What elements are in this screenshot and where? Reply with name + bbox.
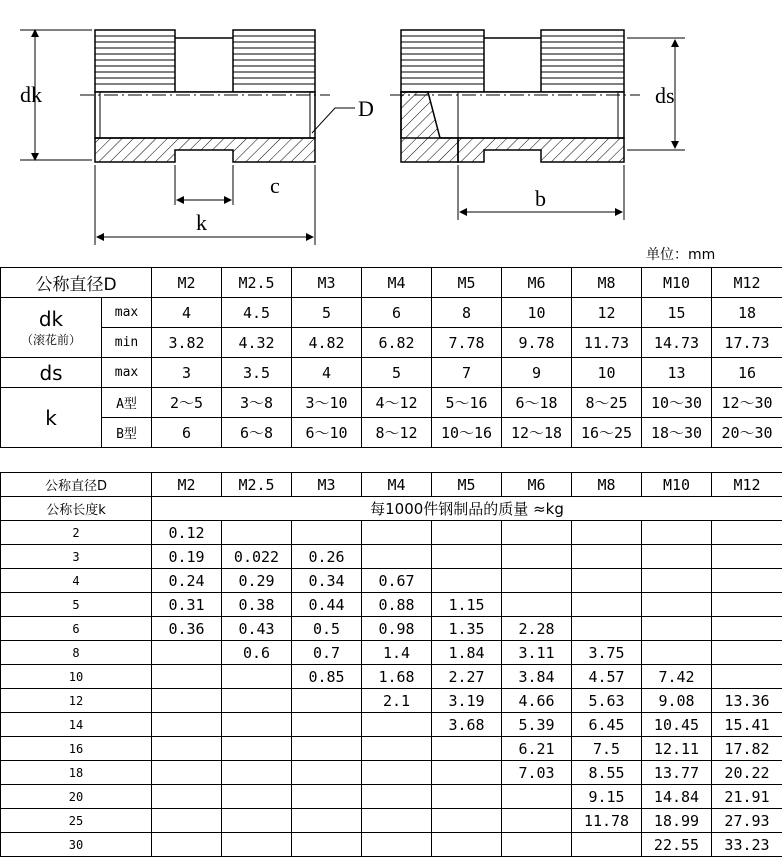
length-cell: 8 (1, 641, 152, 665)
mass-value-cell (222, 713, 292, 737)
value-cell: 4 (292, 358, 362, 388)
dk-label: dk (20, 82, 42, 107)
right-view (390, 30, 640, 162)
value-cell: 4～12 (362, 388, 432, 418)
mass-header-row (1, 473, 782, 497)
value-cell: 4 (152, 298, 222, 328)
mass-value-cell (642, 641, 712, 665)
mass-value-cell (362, 737, 432, 761)
k-label: k (196, 210, 207, 235)
table-row (1, 593, 782, 617)
value-cell: 8～12 (362, 418, 432, 448)
value-cell: 6 (362, 298, 432, 328)
table-row (1, 545, 782, 569)
mass-value-cell (152, 737, 222, 761)
value-cell: 4.32 (222, 328, 292, 358)
length-cell: 2 (1, 521, 152, 545)
mass-value-cell (292, 809, 362, 833)
ds-max-row (1, 358, 782, 388)
value-cell: 8 (432, 298, 502, 328)
table-row (1, 809, 782, 833)
mass-value-cell (222, 521, 292, 545)
value-cell: 5～16 (432, 388, 502, 418)
mass-value-cell: 7.42 (642, 665, 712, 689)
mass-value-cell (222, 785, 292, 809)
size-cell: M8 (572, 268, 642, 298)
size-cell: M2 (152, 473, 222, 497)
mass-value-cell: 27.93 (712, 809, 782, 833)
mass-value-cell: 9.15 (572, 785, 642, 809)
mass-value-cell: 3.75 (572, 641, 642, 665)
size-cell: M6 (502, 473, 572, 497)
ds-symbol: ds (1, 358, 102, 388)
mass-value-cell (572, 617, 642, 641)
mass-value-cell: 0.7 (292, 641, 362, 665)
mass-value-cell (292, 737, 362, 761)
value-cell: 9 (502, 358, 572, 388)
mass-value-cell: 4.66 (502, 689, 572, 713)
dk-symbol: dk (38, 307, 64, 331)
mass-value-cell: 17.82 (712, 737, 782, 761)
mass-value-cell (642, 545, 712, 569)
mass-value-cell: 0.98 (362, 617, 432, 641)
value-cell: 3.82 (152, 328, 222, 358)
value-cell: 15 (642, 298, 712, 328)
nominal-diameter-header: 公称直径D (1, 268, 152, 298)
value-cell: 7.78 (432, 328, 502, 358)
dk-note: （滚花前） (20, 333, 81, 347)
unit-label: 单位：mm (646, 247, 716, 263)
mass-value-cell (572, 833, 642, 857)
mass-value-cell (292, 785, 362, 809)
mass-value-cell (152, 785, 222, 809)
mass-value-cell (152, 713, 222, 737)
value-cell: 7 (432, 358, 502, 388)
mass-value-cell: 6.45 (572, 713, 642, 737)
mass-table (0, 472, 782, 857)
mass-value-cell: 22.55 (642, 833, 712, 857)
size-cell: M5 (432, 473, 502, 497)
mass-table-body (1, 521, 782, 857)
size-cell: M4 (362, 473, 432, 497)
mass-value-cell (362, 833, 432, 857)
left-view (80, 30, 330, 162)
mass-value-cell: 2.28 (502, 617, 572, 641)
mass-value-cell: 8.55 (572, 761, 642, 785)
value-cell: 6～18 (502, 388, 572, 418)
mass-value-cell (292, 833, 362, 857)
mass-value-cell (432, 545, 502, 569)
length-cell: 30 (1, 833, 152, 857)
value-cell: 5 (292, 298, 362, 328)
mass-value-cell (712, 665, 782, 689)
mass-value-cell: 0.6 (222, 641, 292, 665)
value-cell: 16 (712, 358, 782, 388)
mass-value-cell (292, 713, 362, 737)
mass-value-cell: 3.68 (432, 713, 502, 737)
value-cell: 17.73 (712, 328, 782, 358)
value-cell: 12～30 (712, 388, 782, 418)
k-symbol: k (1, 388, 102, 448)
mass-value-cell (362, 785, 432, 809)
mass-value-cell (432, 569, 502, 593)
value-cell: 9.78 (502, 328, 572, 358)
mass-value-cell (502, 521, 572, 545)
mass-value-cell (222, 689, 292, 713)
mass-value-cell (152, 641, 222, 665)
value-cell: 8～25 (572, 388, 642, 418)
value-cell: 10～16 (432, 418, 502, 448)
dk-max-row (1, 298, 782, 328)
mass-value-cell: 0.26 (292, 545, 362, 569)
mass-value-cell: 1.84 (432, 641, 502, 665)
size-cell: M5 (432, 268, 502, 298)
mass-value-cell: 21.91 (712, 785, 782, 809)
value-cell: 18 (712, 298, 782, 328)
size-cell: M2.5 (222, 268, 292, 298)
mass-value-cell: 0.85 (292, 665, 362, 689)
table-row (1, 617, 782, 641)
mass-value-cell: 0.88 (362, 593, 432, 617)
mass-value-cell (362, 713, 432, 737)
mass-value-cell (362, 761, 432, 785)
length-cell: 3 (1, 545, 152, 569)
mass-value-cell: 0.12 (152, 521, 222, 545)
mass-value-cell (502, 569, 572, 593)
mass-value-cell (432, 761, 502, 785)
value-cell: 16～25 (572, 418, 642, 448)
mass-value-cell: 13.36 (712, 689, 782, 713)
value-cell: 2～5 (152, 388, 222, 418)
k-type-a-row (1, 388, 782, 418)
mass-value-cell: 2.27 (432, 665, 502, 689)
mass-value-cell: 0.022 (222, 545, 292, 569)
value-cell: 4.5 (222, 298, 292, 328)
mass-value-cell: 15.41 (712, 713, 782, 737)
value-cell: 3～10 (292, 388, 362, 418)
mass-value-cell: 1.15 (432, 593, 502, 617)
size-cell: M6 (502, 268, 572, 298)
mass-value-cell: 0.5 (292, 617, 362, 641)
k-type-a-label: A型 (102, 388, 152, 418)
mass-value-cell (642, 521, 712, 545)
mass-value-cell (712, 593, 782, 617)
mass-value-cell (572, 521, 642, 545)
value-cell: 6.82 (362, 328, 432, 358)
mass-value-cell (502, 833, 572, 857)
mass-value-cell (152, 665, 222, 689)
mass-value-cell: 0.43 (222, 617, 292, 641)
mass-value-cell: 0.29 (222, 569, 292, 593)
mass-value-cell: 12.11 (642, 737, 712, 761)
mass-value-cell: 5.39 (502, 713, 572, 737)
mass-value-cell (502, 809, 572, 833)
table-row (1, 521, 782, 545)
value-cell: 12 (572, 298, 642, 328)
mass-value-cell: 3.84 (502, 665, 572, 689)
length-cell: 25 (1, 809, 152, 833)
value-cell: 11.73 (572, 328, 642, 358)
mass-value-cell (222, 833, 292, 857)
mass-value-cell (152, 833, 222, 857)
size-cell: M3 (292, 473, 362, 497)
ds-label: ds (655, 83, 675, 108)
table-row (1, 737, 782, 761)
mass-value-cell (642, 617, 712, 641)
mass-caption-row (1, 497, 782, 521)
mass-value-cell (292, 689, 362, 713)
value-cell: 6～10 (292, 418, 362, 448)
size-cell: M12 (712, 268, 782, 298)
header-row (1, 268, 782, 298)
value-cell: 20～30 (712, 418, 782, 448)
table-row (1, 689, 782, 713)
c-label: c (270, 173, 280, 198)
table-row (1, 833, 782, 857)
mass-value-cell (572, 569, 642, 593)
value-cell: 3.5 (222, 358, 292, 388)
mass-value-cell: 9.08 (642, 689, 712, 713)
mass-value-cell: 13.77 (642, 761, 712, 785)
mass-value-cell (222, 665, 292, 689)
mass-value-cell (222, 809, 292, 833)
mass-value-cell: 7.03 (502, 761, 572, 785)
mass-value-cell (362, 545, 432, 569)
mass-value-cell: 0.38 (222, 593, 292, 617)
length-cell: 6 (1, 617, 152, 641)
mass-nominal-diameter-header: 公称直径D (1, 473, 152, 497)
mass-value-cell (432, 833, 502, 857)
nominal-length-header: 公称长度k (1, 497, 152, 521)
mass-value-cell (642, 569, 712, 593)
value-cell: 6～8 (222, 418, 292, 448)
mass-value-cell: 7.5 (572, 737, 642, 761)
mass-value-cell: 3.19 (432, 689, 502, 713)
size-cell: M2.5 (222, 473, 292, 497)
size-cell: M12 (712, 473, 782, 497)
mass-value-cell (222, 737, 292, 761)
mass-value-cell: 14.84 (642, 785, 712, 809)
mass-value-cell: 33.23 (712, 833, 782, 857)
table-row (1, 713, 782, 737)
mass-value-cell (712, 545, 782, 569)
value-cell: 18～30 (642, 418, 712, 448)
mass-caption: 每1000件钢制品的质量 ≈kg (152, 497, 782, 521)
table-row (1, 665, 782, 689)
mass-value-cell (432, 521, 502, 545)
size-cell: M4 (362, 268, 432, 298)
value-cell: 6 (152, 418, 222, 448)
mass-value-cell (432, 785, 502, 809)
mass-value-cell (152, 761, 222, 785)
mass-value-cell: 1.68 (362, 665, 432, 689)
mass-value-cell: 1.35 (432, 617, 502, 641)
mass-value-cell: 0.44 (292, 593, 362, 617)
mass-value-cell: 10.45 (642, 713, 712, 737)
length-cell: 16 (1, 737, 152, 761)
mass-value-cell (222, 761, 292, 785)
length-cell: 14 (1, 713, 152, 737)
mass-value-cell (152, 809, 222, 833)
value-cell: 4.82 (292, 328, 362, 358)
dk-min-label: min (102, 328, 152, 358)
mass-value-cell: 0.19 (152, 545, 222, 569)
value-cell: 3 (152, 358, 222, 388)
mass-value-cell: 6.21 (502, 737, 572, 761)
size-cell: M10 (642, 268, 712, 298)
table-row (1, 761, 782, 785)
value-cell: 14.73 (642, 328, 712, 358)
mass-value-cell: 5.63 (572, 689, 642, 713)
k-type-b-row (1, 418, 782, 448)
mass-value-cell (572, 545, 642, 569)
mass-value-cell (502, 545, 572, 569)
length-cell: 20 (1, 785, 152, 809)
dk-min-row (1, 328, 782, 358)
mass-value-cell: 11.78 (572, 809, 642, 833)
value-cell: 10～30 (642, 388, 712, 418)
mass-value-cell (292, 521, 362, 545)
mass-value-cell (712, 521, 782, 545)
mass-value-cell (432, 809, 502, 833)
mass-value-cell: 0.67 (362, 569, 432, 593)
value-cell: 10 (572, 358, 642, 388)
mass-value-cell (292, 761, 362, 785)
value-cell: 10 (502, 298, 572, 328)
d-label: D (358, 96, 374, 121)
mass-value-cell (432, 737, 502, 761)
dk-row-label (1, 298, 102, 358)
dimensions-table (0, 267, 782, 448)
size-cell: M3 (292, 268, 362, 298)
table-row (1, 569, 782, 593)
length-cell: 18 (1, 761, 152, 785)
mass-value-cell (642, 593, 712, 617)
size-cell: M10 (642, 473, 712, 497)
mass-value-cell: 1.4 (362, 641, 432, 665)
mass-value-cell (502, 593, 572, 617)
length-cell: 5 (1, 593, 152, 617)
mass-value-cell: 0.31 (152, 593, 222, 617)
mass-value-cell (152, 689, 222, 713)
mass-value-cell: 0.36 (152, 617, 222, 641)
size-cell: M8 (572, 473, 642, 497)
mass-value-cell (712, 617, 782, 641)
mass-value-cell: 18.99 (642, 809, 712, 833)
mass-value-cell: 0.24 (152, 569, 222, 593)
value-cell: 5 (362, 358, 432, 388)
table-row (1, 785, 782, 809)
mass-value-cell (362, 809, 432, 833)
b-label: b (535, 186, 546, 211)
value-cell: 3～8 (222, 388, 292, 418)
length-cell: 4 (1, 569, 152, 593)
mass-value-cell (362, 521, 432, 545)
mass-value-cell: 4.57 (572, 665, 642, 689)
mass-value-cell (712, 569, 782, 593)
length-cell: 12 (1, 689, 152, 713)
k-type-b-label: B型 (102, 418, 152, 448)
mass-value-cell: 2.1 (362, 689, 432, 713)
size-cell: M2 (152, 268, 222, 298)
mass-value-cell (572, 593, 642, 617)
mass-value-cell (502, 785, 572, 809)
dk-max-label: max (102, 298, 152, 328)
length-cell: 10 (1, 665, 152, 689)
table-row (1, 641, 782, 665)
ds-max-label: max (102, 358, 152, 388)
value-cell: 13 (642, 358, 712, 388)
insert-nut-drawing (0, 0, 782, 245)
mass-value-cell: 20.22 (712, 761, 782, 785)
mass-value-cell: 3.11 (502, 641, 572, 665)
mass-value-cell: 0.34 (292, 569, 362, 593)
value-cell: 12～18 (502, 418, 572, 448)
mass-value-cell (712, 641, 782, 665)
